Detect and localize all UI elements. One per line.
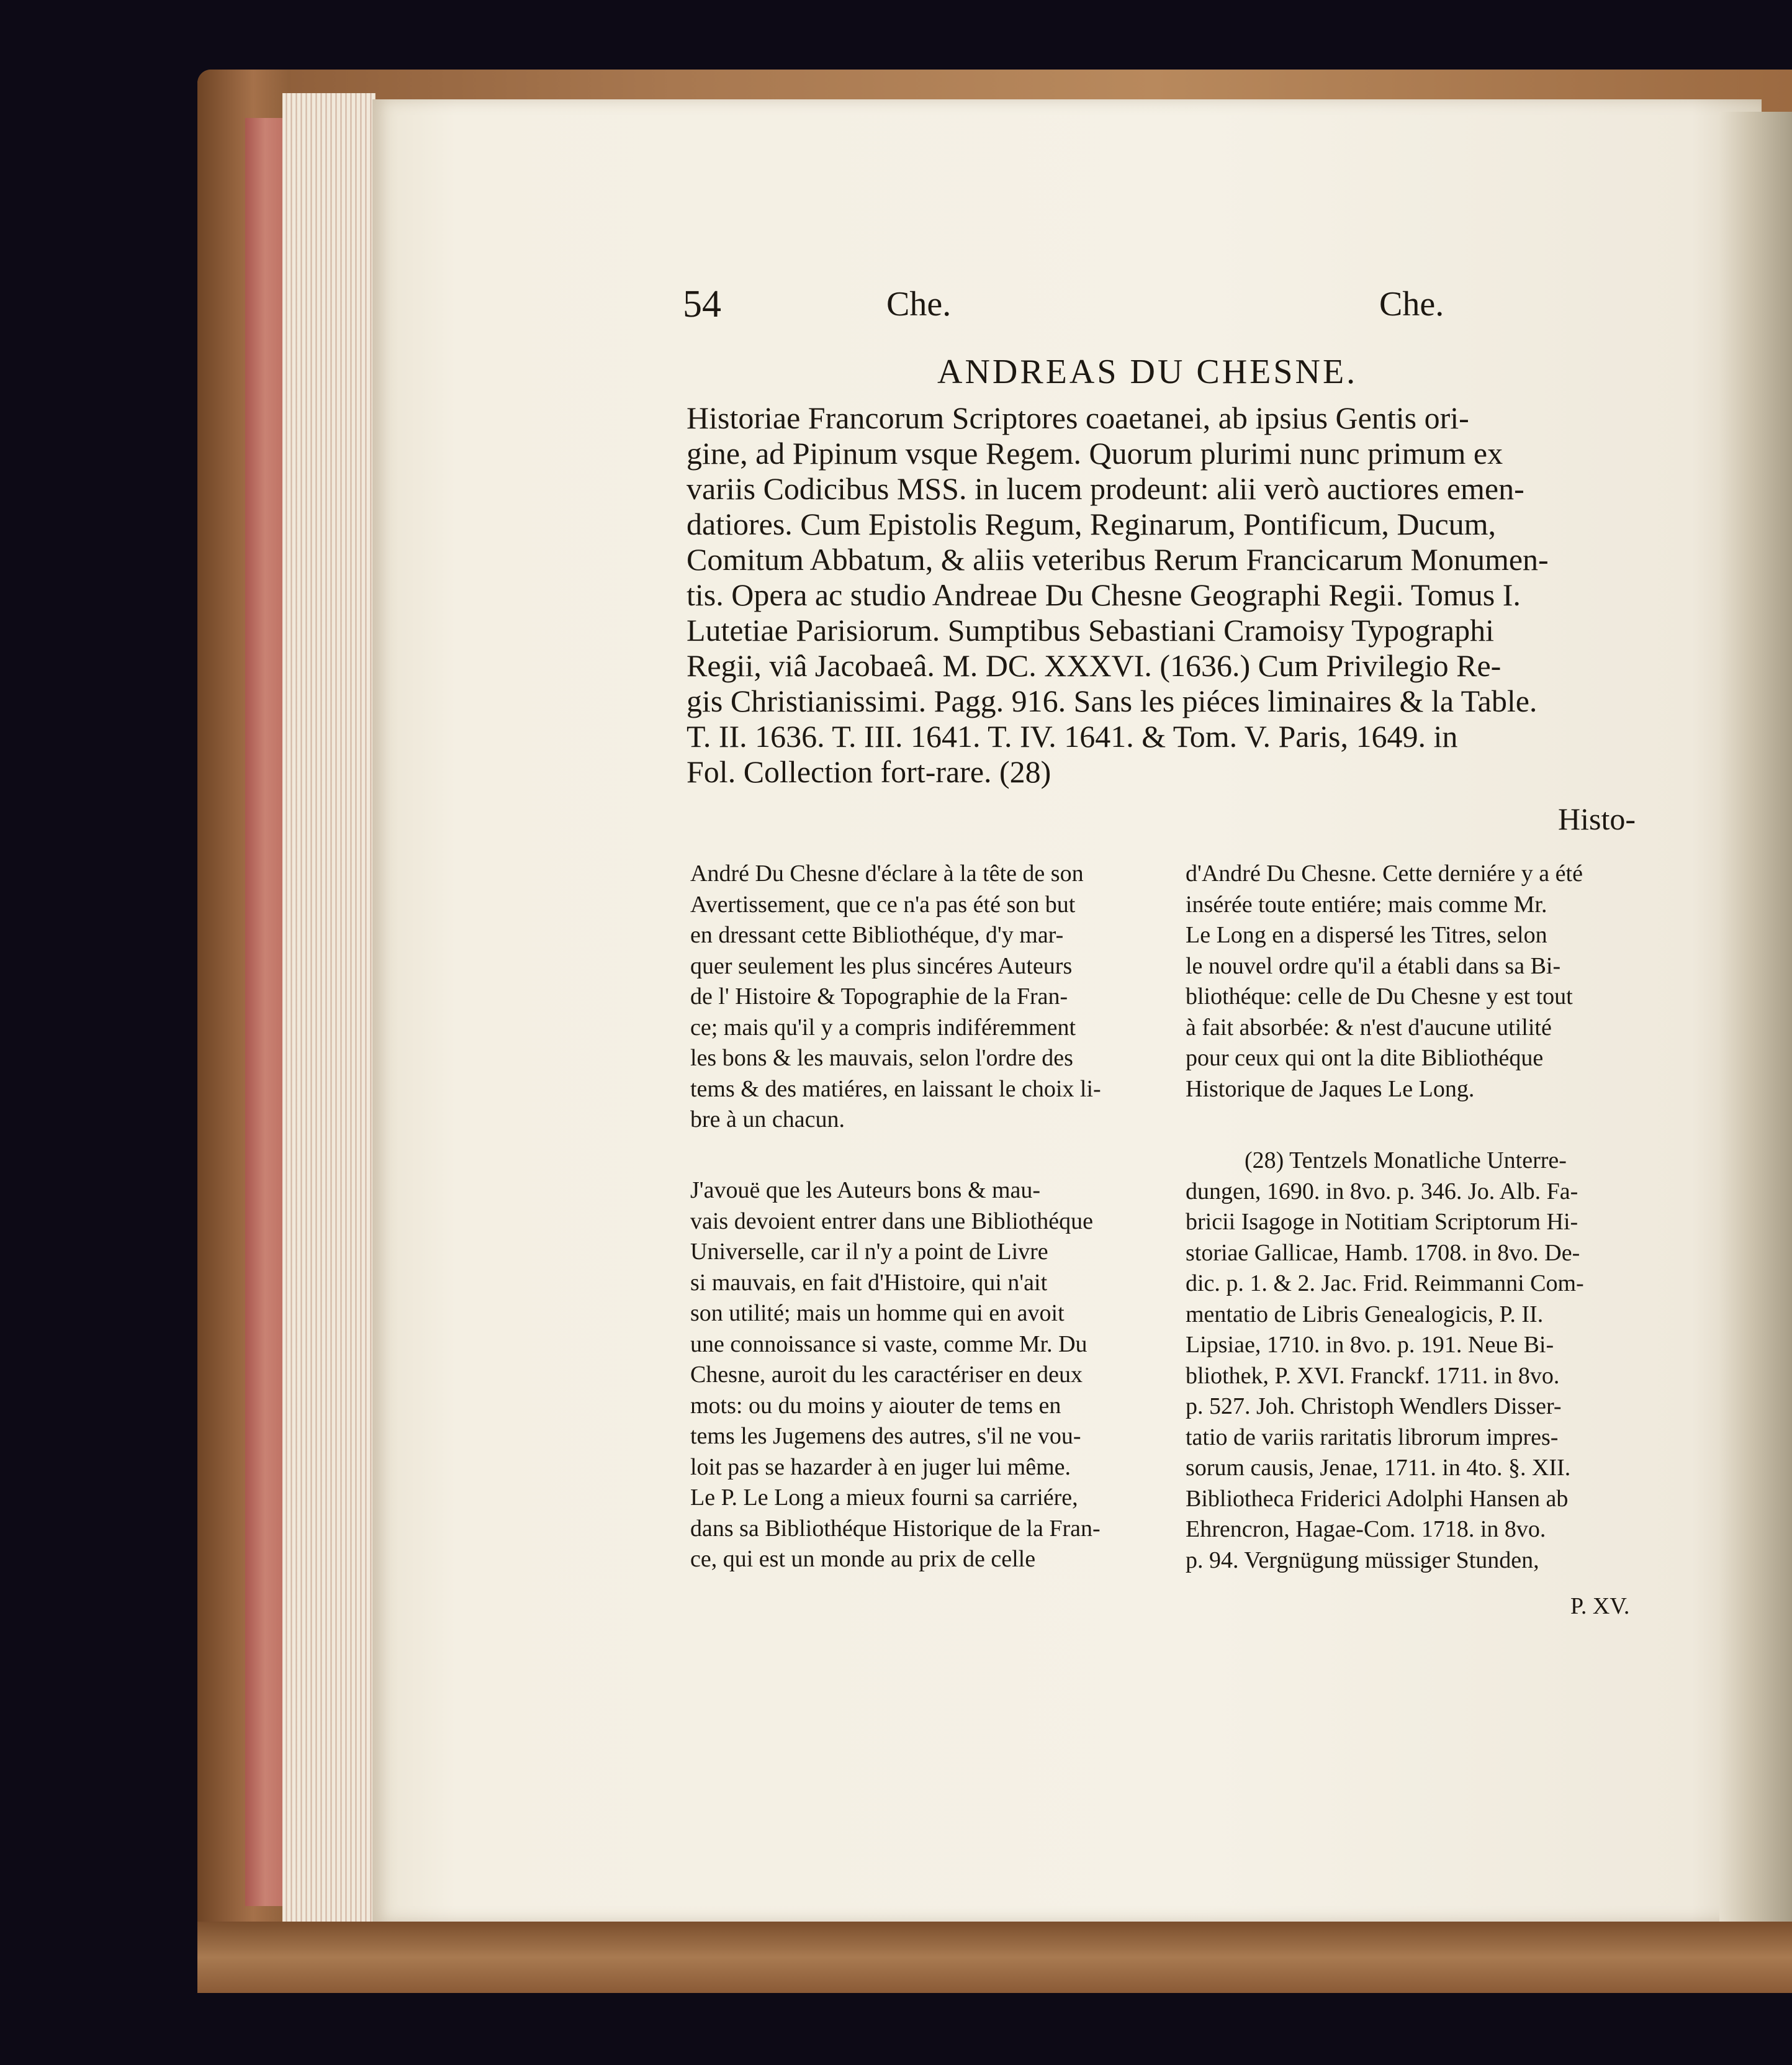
main-line: gine, ad Pipinum vsque Regem. Quorum plurimi nunc primum ex: [687, 436, 1503, 471]
main-line: Regii, viâ Jacobaeâ. M. DC. XXXVI. (1636.) Cum Privilegio Re-: [687, 648, 1502, 683]
right-col-line: bliothéque: celle de Du Chesne y est tout: [1186, 983, 1573, 1010]
right-col-line: le nouvel ordre qu'il a établi dans sa Bi-: [1186, 953, 1561, 979]
right-col-line: d'André Du Chesne. Cette derniére y a été: [1186, 861, 1583, 887]
footnote-line: storiae Gallicae, Hamb. 1708. in 8vo. De-: [1186, 1240, 1580, 1266]
footnote-line: Ehrencron, Hagae-Com. 1718. in 8vo.: [1186, 1516, 1546, 1542]
left-col-line: mots: ou du moins y aiouter de tems en: [690, 1393, 1061, 1419]
left-col-line: tems & des matiéres, en laissant le choix li-: [690, 1076, 1101, 1102]
left-col-line: quer seulement les plus sincéres Auteurs: [690, 953, 1073, 979]
left-col-line: loit pas se hazarder à en juger lui même.: [690, 1454, 1071, 1480]
main-line: variis Codicibus MSS. in lucem prodeunt: alii verò auctiores emen-: [687, 471, 1524, 506]
left-col-line: son utilité; mais un homme qui en avoit: [690, 1300, 1065, 1326]
footnote-line: p. 527. Joh. Christoph Wendlers Disser-: [1186, 1393, 1562, 1419]
left-col-line: une connoissance si vaste, comme Mr. Du: [690, 1331, 1087, 1357]
left-col-line: si mauvais, en fait d'Histoire, qui n'ait: [690, 1270, 1048, 1296]
footnote-line: dic. p. 1. & 2. Jac. Frid. Reimmanni Com-: [1186, 1270, 1584, 1296]
main-line: Historiae Francorum Scriptores coaetanei, ab ipsius Gentis ori-: [687, 400, 1469, 435]
running-head-left: Che.: [886, 285, 952, 323]
footnote-line: bliothek, P. XVI. Franckf. 1711. in 8vo.: [1186, 1363, 1560, 1389]
footnote-line: mentatio de Libris Genealogicis, P. II.: [1186, 1301, 1544, 1327]
right-col-line: Le Long en a dispersé les Titres, selon: [1186, 922, 1547, 948]
footnote-line: sorum causis, Jenae, 1711. in 4to. §. XII.: [1186, 1455, 1571, 1481]
left-col-line: ce; mais qu'il y a compris indiféremment: [690, 1014, 1076, 1041]
entry-heading: ANDREAS DU CHESNE.: [937, 353, 1358, 391]
main-line: T. II. 1636. T. III. 1641. T. IV. 1641. & Tom. V. Paris, 1649. in: [687, 719, 1458, 754]
left-col-line: Avertissement, que ce n'a pas été son but: [690, 892, 1076, 918]
left-col-line: bre à un chacun.: [690, 1106, 845, 1132]
left-col-line: les bons & les mauvais, selon l'ordre des: [690, 1045, 1073, 1071]
left-col-line: André Du Chesne d'éclare à la tête de son: [690, 861, 1084, 887]
footnote-line: Bibliotheca Friderici Adolphi Hansen ab: [1186, 1486, 1569, 1512]
main-line: Fol. Collection fort-rare. (28): [687, 754, 1051, 789]
page-number: 54: [683, 283, 721, 325]
catchword: Histo-: [1558, 802, 1636, 836]
footnote-line: tatio de variis raritatis librorum impres-: [1186, 1424, 1559, 1450]
left-col-line: tems les Jugemens des autres, s'il ne vou-: [690, 1423, 1081, 1449]
left-col-line: Le P. Le Long a mieux fourni sa carriére,: [690, 1484, 1078, 1511]
right-col-line: pour ceux qui ont la dite Bibliothéque: [1186, 1045, 1544, 1071]
left-col-line: J'avouë que les Auteurs bons & mau-: [690, 1177, 1041, 1203]
main-line: datiores. Cum Epistolis Regum, Reginarum, Pontificum, Ducum,: [687, 507, 1497, 541]
left-col-line: vais devoient entrer dans une Bibliothéque: [690, 1208, 1093, 1234]
footnote-line: bricii Isagoge in Notitiam Scriptorum Hi-: [1186, 1209, 1578, 1235]
footnote-line: Lipsiae, 1710. in 8vo. p. 191. Neue Bi-: [1186, 1332, 1554, 1358]
signature-mark: P. XV.: [1570, 1593, 1630, 1619]
footnote-line: p. 94. Vergnügung müssiger Stunden,: [1186, 1547, 1539, 1573]
footnote-line: (28) Tentzels Monatliche Unterre-: [1245, 1147, 1567, 1173]
left-col-line: ce, qui est un monde au prix de celle: [690, 1546, 1036, 1572]
running-head-right: Che.: [1379, 285, 1444, 323]
main-line: Lutetiae Parisiorum. Sumptibus Sebastiani Cramoisy Typographi: [687, 613, 1495, 648]
right-col-line: insérée toute entiére; mais comme Mr.: [1186, 892, 1547, 918]
right-col-line: Historique de Jaques Le Long.: [1186, 1076, 1475, 1102]
main-line: tis. Opera ac studio Andreae Du Chesne Geographi Regii. Tomus I.: [687, 577, 1521, 612]
main-line: Comitum Abbatum, & aliis veteribus Rerum Francicarum Monumen-: [687, 542, 1549, 577]
left-col-line: en dressant cette Bibliothéque, d'y mar-: [690, 922, 1064, 948]
left-col-line: Chesne, auroit du les caractériser en deux: [690, 1362, 1083, 1388]
right-col-line: à fait absorbée: & n'est d'aucune utilité: [1186, 1014, 1552, 1041]
left-col-line: de l' Histoire & Topographie de la Fran-: [690, 983, 1068, 1010]
main-line: gis Christianissimi. Pagg. 916. Sans les piéces liminaires & la Table.: [687, 684, 1538, 718]
footnote-line: dungen, 1690. in 8vo. p. 346. Jo. Alb. Fa-: [1186, 1178, 1578, 1204]
left-col-line: dans sa Bibliothéque Historique de la Fran-: [690, 1516, 1101, 1542]
left-col-line: Universelle, car il n'y a point de Livre: [690, 1239, 1048, 1265]
